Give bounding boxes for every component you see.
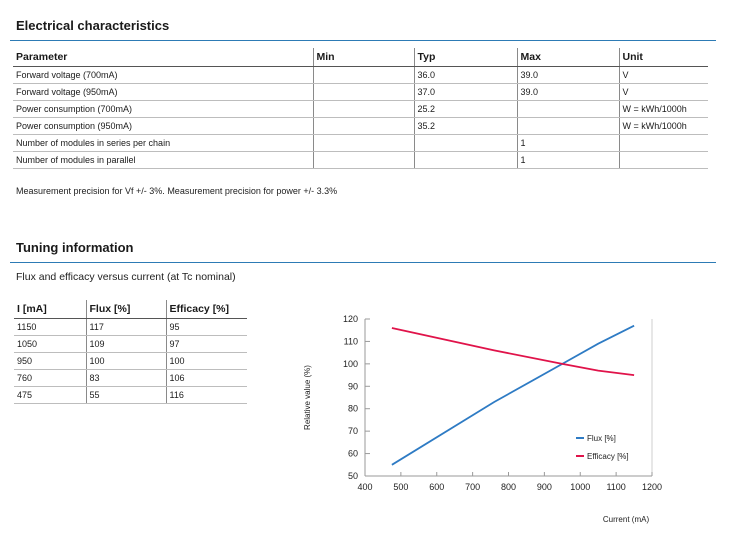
section-divider xyxy=(10,262,716,263)
table-row xyxy=(13,66,708,83)
y-tick-label: 70 xyxy=(347,426,358,437)
cell-min xyxy=(313,117,414,134)
cell-parameter: Number of modules in parallel xyxy=(13,151,313,168)
cell-parameter: Forward voltage (950mA) xyxy=(13,83,313,100)
legend-label: Flux [%] xyxy=(587,434,616,443)
cell-unit xyxy=(619,151,708,168)
cell-current: 1150 xyxy=(14,318,86,335)
x-tick-label: 900 xyxy=(536,482,552,492)
tuning-section-title: Tuning information xyxy=(16,240,134,255)
cell-max: 39.0 xyxy=(517,83,619,100)
y-tick-label: 120 xyxy=(342,314,358,324)
table-row xyxy=(14,352,247,369)
col-header-max: Max xyxy=(517,48,619,66)
cell-current: 475 xyxy=(14,386,86,403)
x-tick-label: 600 xyxy=(429,482,445,492)
section-divider xyxy=(10,40,716,41)
table-row xyxy=(14,335,247,352)
cell-flux: 117 xyxy=(86,318,166,335)
cell-unit: W = kWh/1000h xyxy=(619,117,708,134)
cell-typ xyxy=(414,151,517,168)
col-header-current: I [mA] xyxy=(14,300,86,318)
cell-efficacy: 116 xyxy=(166,386,247,403)
electrical-section-title: Electrical characteristics xyxy=(16,18,170,33)
tuning-subtitle: Flux and efficacy versus current (at Tc nominal) xyxy=(16,271,236,283)
col-header-unit: Unit xyxy=(619,48,708,66)
cell-typ: 35.2 xyxy=(414,117,517,134)
col-header-flux: Flux [%] xyxy=(86,300,166,318)
col-header-parameter: Parameter xyxy=(13,48,313,66)
x-axis-label: Current (mA) xyxy=(602,515,650,524)
cell-typ: 25.2 xyxy=(414,100,517,117)
cell-min xyxy=(313,100,414,117)
cell-current: 950 xyxy=(14,352,86,369)
cell-typ: 37.0 xyxy=(414,83,517,100)
cell-typ: 36.0 xyxy=(414,66,517,83)
col-header-min: Min xyxy=(313,48,414,66)
y-tick-label: 100 xyxy=(342,358,358,369)
cell-max: 1 xyxy=(517,134,619,151)
cell-max xyxy=(517,117,619,134)
cell-min xyxy=(313,66,414,83)
cell-efficacy: 106 xyxy=(166,369,247,386)
cell-unit xyxy=(619,134,708,151)
cell-unit: W = kWh/1000h xyxy=(619,100,708,117)
table-row xyxy=(13,100,708,117)
cell-flux: 100 xyxy=(86,352,166,369)
measurement-note: Measurement precision for Vf +/- 3%. Measurement precision for power +/- 3.3% xyxy=(16,186,338,196)
cell-efficacy: 95 xyxy=(166,318,247,335)
x-tick-label: 1000 xyxy=(570,482,591,492)
cell-parameter: Number of modules in series per chain xyxy=(13,134,313,151)
x-tick-label: 1200 xyxy=(641,482,663,492)
table-header-row xyxy=(14,300,247,318)
cell-min xyxy=(313,134,414,151)
cell-typ xyxy=(414,134,517,151)
table-row xyxy=(14,386,247,403)
cell-min xyxy=(313,151,414,168)
table-row xyxy=(14,369,247,386)
cell-max xyxy=(517,100,619,117)
series-line-efficacy xyxy=(392,328,634,375)
table-row xyxy=(13,151,708,168)
y-tick-label: 110 xyxy=(343,336,358,347)
flux-efficacy-chart xyxy=(290,300,710,540)
y-tick-label: 50 xyxy=(347,471,358,481)
cell-max: 39.0 xyxy=(517,66,619,83)
cell-parameter: Power consumption (950mA) xyxy=(13,117,313,134)
table-row xyxy=(14,318,247,335)
x-tick-label: 500 xyxy=(393,482,409,492)
table-row xyxy=(13,134,708,151)
cell-min xyxy=(313,83,414,100)
y-tick-label: 80 xyxy=(347,403,358,414)
cell-current: 760 xyxy=(14,369,86,386)
cell-parameter: Power consumption (700mA) xyxy=(13,100,313,117)
x-tick-label: 400 xyxy=(357,482,373,492)
cell-max: 1 xyxy=(517,151,619,168)
legend-label: Efficacy [%] xyxy=(587,452,629,461)
tuning-table xyxy=(14,300,247,404)
cell-flux: 109 xyxy=(86,335,166,352)
series-line-flux xyxy=(392,326,634,465)
x-tick-label: 700 xyxy=(465,482,481,492)
y-tick-label: 90 xyxy=(347,381,358,392)
table-row xyxy=(13,83,708,100)
table-row xyxy=(13,117,708,134)
col-header-efficacy: Efficacy [%] xyxy=(166,300,247,318)
cell-flux: 55 xyxy=(86,386,166,403)
y-tick-label: 60 xyxy=(347,448,358,459)
cell-unit: V xyxy=(619,66,708,83)
x-tick-label: 1100 xyxy=(606,482,626,492)
cell-flux: 83 xyxy=(86,369,166,386)
electrical-table xyxy=(13,48,708,169)
col-header-typ: Typ xyxy=(414,48,517,66)
y-axis-label: Relative value (%) xyxy=(303,365,312,430)
cell-unit: V xyxy=(619,83,708,100)
x-tick-label: 800 xyxy=(500,482,517,492)
cell-efficacy: 97 xyxy=(166,335,247,352)
cell-efficacy: 100 xyxy=(166,352,247,369)
cell-current: 1050 xyxy=(14,335,86,352)
cell-parameter: Forward voltage (700mA) xyxy=(13,66,313,83)
table-header-row xyxy=(13,48,708,66)
